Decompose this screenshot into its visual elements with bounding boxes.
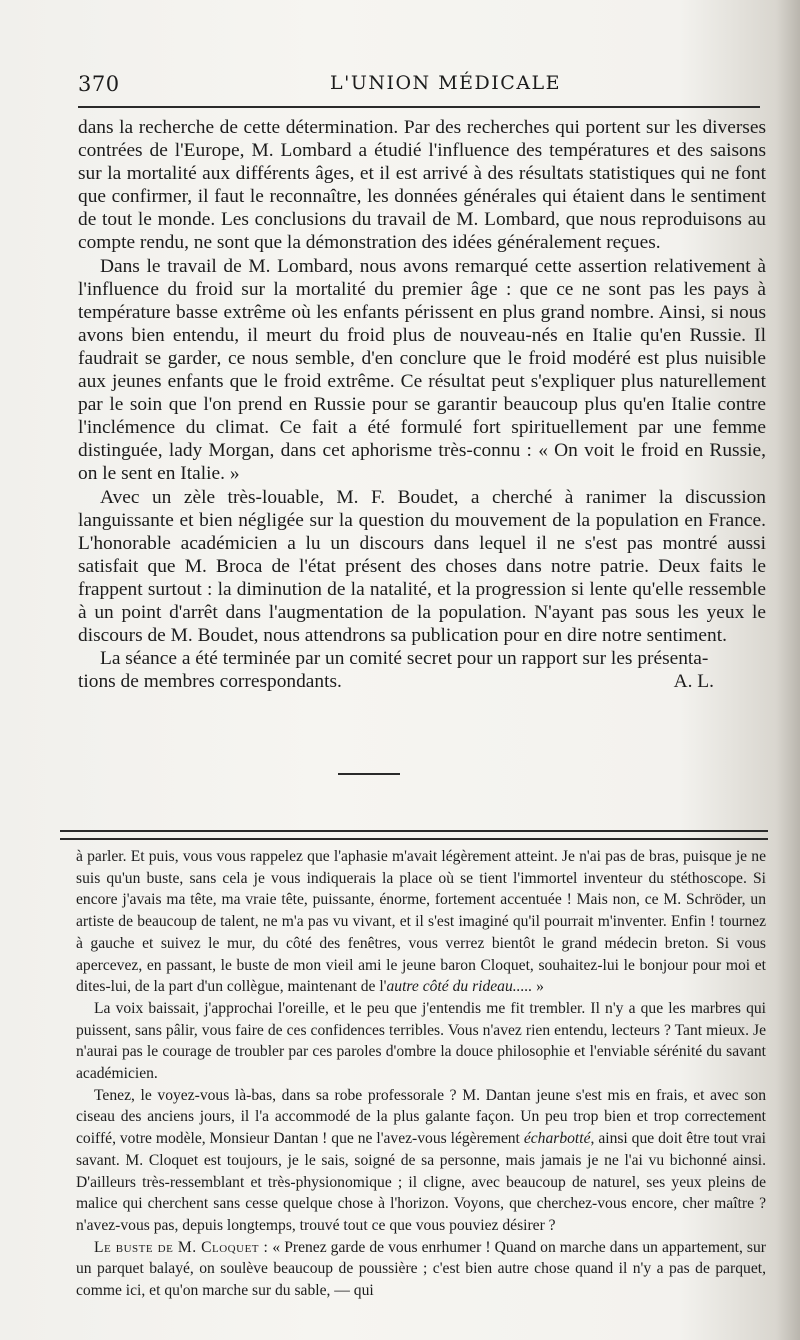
feuilleton-paragraph (76, 1085, 766, 1237)
feuilleton-text: , ainsi que doit être tout vrai savant. M. Cloquet est toujours, je le sais, soigné de sa personne, mais jamais je ne l'ai vu bichonné ainsi. D'ailleurs très-ressemblant et très-physionomique ; il cligne, avec beaucoup de naturel, ses yeux pleins de malice qui cherchent sans cesse quelque chose à l'horizon. Voyons, que cherchez-vous encore, cher maître ? n'avez-vous pas, depuis longtemps, trouvé tout ce que vous pouviez désirer ? (76, 1130, 766, 1234)
speaker-label: Le buste de M. Cloquet : (94, 1238, 269, 1256)
feuilleton-paragraph (76, 1237, 766, 1302)
feuilleton-text: à parler. Et puis, vous vous rappelez que l'aphasie m'avait légèrement atteint. Je n'ai pas de bras, puisque je ne suis qu'un buste, sans cela je vous indiquerais la place où se tient l'immortel inventeur du stéthoscope. Si encore j'avais ma tête, ma vraie tête, puissante, énorme, fortement accentuée ! Mais non, ce M. Schröder, un artiste de beaucoup de talent, ne m'a pas vu vivant, et il s'est imaginé qu'il pourrait m'inventer. Enfin ! tournez à gauche et suivez le mur, du côté des fenêtres, vous verrez bientôt le grand médecin breton. Si vous apercevez, en passant, le buste de mon vieil ami le jeune baron Cloquet, souhaitez-lui le bonjour pour moi et dites-lui, de la part d'un collègue, maintenant de l' (76, 848, 766, 996)
article-body (78, 116, 766, 693)
feuilleton-paragraph: La voix baissait, j'approchai l'oreille, et le peu que j'entendis me fit trembler. Il n'y a que les marbres qui puissent, sans pâlir, vous faire de ces confidences terribles. Vous n'avez rien entendu, lecteurs ? Tant mieux. Je n'aurai pas le courage de troubler par ces paroles d'ombre la douce philosophie et l'enviable sérénité du savant académicien. (76, 999, 766, 1083)
section-divider (338, 773, 400, 775)
author-signature: A. L. (673, 671, 714, 693)
article-closing-paragraph (78, 647, 766, 670)
feuilleton-italic-text: écharbotté (523, 1130, 591, 1148)
feuilleton-italic-text: autre côté du rideau..... (386, 978, 533, 996)
page-number: 370 (78, 72, 120, 96)
feuilleton-body (76, 846, 766, 1302)
journal-title: L'UNION MÉDICALE (330, 72, 562, 94)
closing-line: tions de membres correspondants. (78, 671, 342, 693)
feuilleton-text: « Prenez garde de vous enrhumer ! Quand on marche dans un appartement, sur un parquet balayé, on soulève beaucoup de poussière ; c'est bien autre chose quand il n'y a pas de parquet, comme ici, et qu'on marche sur du sable, — qui (76, 1238, 766, 1300)
closing-line: La séance a été terminée par un comité secret pour un rapport sur les présenta- (100, 648, 709, 670)
article-paragraph: dans la recherche de cette détermination. Par des recherches qui portent sur les diverses contrées de l'Europe, M. Lombard a étudié l'influence des températures et des saisons sur la mortalité aux différents âges, et il est arrivé à des résultats statistiques qui ne font que confirmer, il faut le reconnaître, les données générales qui étaient dans le sentiment de tout le monde. Les conclusions du travail de M. Lombard, que nous reproduisons au compte rendu, ne sont que la démonstration des idées généralement reçues. (78, 117, 766, 254)
feuilleton-text: » (532, 978, 544, 996)
article-paragraph: Avec un zèle très-louable, M. F. Boudet, a cherché à ranimer la discussion languissante et bien négligée sur la question du mouvement de la population en France. L'honorable académicien a lu un discours dans lequel il ne s'est pas montré aussi satisfait que M. Broca de l'état présent des choses dans notre patrie. Deux faits le frappent surtout : la diminution de la natalité, et la progression si lente qu'elle ressemble à un point d'arrêt dans l'augmentation de la population. N'ayant pas sous les yeux le discours de M. Boudet, nous attendrons sa publication pour en dire notre sentiment. (78, 486, 766, 647)
feuilleton-paragraph (76, 846, 766, 998)
closing-signature-line (78, 670, 766, 693)
feuilleton-double-rule (60, 830, 768, 840)
feuilleton-text: Tenez, le voyez-vous là-bas, dans sa robe professorale ? M. Dantan jeune s'est mis en frais, et avec son ciseau des anciens jours, il l'a accommodé de la plus galante façon. Un peu trop bien et trop correctement coiffé, votre modèle, Monsieur Dantan ! que ne l'avez-vous légèrement (76, 1086, 766, 1148)
page-header (78, 68, 760, 108)
article-paragraph: Dans le travail de M. Lombard, nous avons remarqué cette assertion relativement à l'influence du froid sur la mortalité du premier âge : que ce ne sont pas les pays à température basse extrême où les enfants périssent en plus grand nombre. Ainsi, si nous avons bien entendu, il meurt du froid plus de nouveau-nés en Italie qu'en Russie. Il faudrait se garder, ce nous semble, d'en conclure que le froid modéré est plus nuisible aux jeunes enfants que le froid extrême. Ce résultat peut s'expliquer plus naturellement par le soin que l'on prend en Russie pour se garantir beaucoup plus qu'en Italie contre l'inclémence du climat. Ce fait a été formulé fort spirituellement par une femme distinguée, lady Morgan, dans cet aphorisme très-connu : « On voit le froid en Russie, on le sent en Italie. » (78, 255, 766, 485)
